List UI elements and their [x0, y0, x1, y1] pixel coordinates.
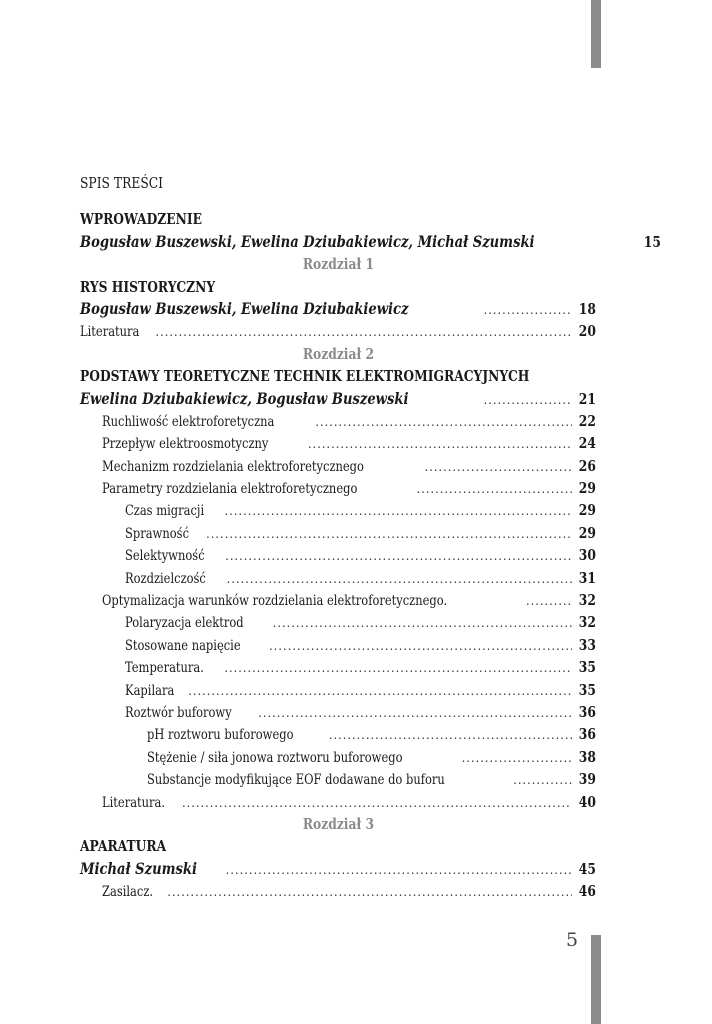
dot-leader: [329, 724, 572, 746]
toc-label: Michał Szumski: [80, 858, 197, 878]
toc-label: Roztwór buforowy: [125, 704, 232, 721]
toc-title-spacer: [80, 194, 596, 208]
toc-page-number: 36: [578, 702, 596, 721]
toc-page-number: 26: [578, 456, 596, 475]
toc-label: PODSTAWY TEORETYCZNE TECHNIK ELEKTROMIGRACYJNYCH: [80, 367, 530, 386]
toc-page-number: 32: [578, 613, 596, 632]
toc-label: RYS HISTORYCZNY: [80, 277, 216, 296]
toc-page-number: 15: [644, 232, 662, 251]
toc-entry: [80, 701, 596, 723]
toc-entry: [80, 455, 596, 477]
toc-label: APARATURA: [80, 837, 167, 856]
toc-entry: [80, 880, 596, 902]
dot-leader: [424, 456, 572, 478]
toc-label: Literatura: [80, 324, 140, 341]
toc-entry: [80, 432, 596, 454]
toc-title: [80, 172, 596, 194]
chapter-heading: [80, 343, 596, 365]
section-heading: [80, 208, 596, 230]
toc-page-number: 33: [578, 635, 596, 654]
dot-leader: [308, 433, 572, 455]
dot-leader: [224, 657, 572, 679]
toc-entry: [80, 522, 596, 544]
toc-page-number: 39: [578, 770, 596, 789]
toc-label: Rozdział 2: [302, 344, 374, 363]
toc-label: Stężenie / siła jonowa roztworu buforowego: [147, 749, 403, 766]
dot-leader: [167, 881, 572, 903]
toc-entry: [80, 410, 596, 432]
toc-label: Czas migracji: [125, 503, 205, 520]
dot-leader: [225, 545, 572, 567]
section-heading: [80, 365, 596, 387]
toc-label: Rozdział 3: [302, 814, 374, 833]
toc-page-number: 20: [578, 322, 596, 341]
dot-leader: [226, 859, 572, 881]
toc-page-number: 21: [578, 389, 596, 408]
page-number: 5: [566, 929, 579, 951]
toc-label: Literatura.: [102, 794, 166, 811]
toc-label: Bogusław Buszewski, Ewelina Dziubakiewicz, Michał Szumski: [80, 231, 535, 251]
toc-label: Substancje modyfikujące EOF dodawane do buforu: [147, 772, 445, 789]
toc-label: Bogusław Buszewski, Ewelina Dziubakiewicz: [80, 298, 409, 318]
author-line: [80, 231, 662, 253]
toc-page-number: 29: [578, 523, 596, 542]
dot-leader: [484, 389, 573, 411]
toc-page-number: 22: [578, 411, 596, 430]
toc-page-number: 32: [578, 591, 596, 610]
author-line: [80, 388, 596, 410]
toc-label: Polaryzacja elektrod: [125, 615, 244, 632]
toc-entry: [80, 656, 596, 678]
toc-label: Rozdział 1: [302, 255, 374, 274]
dot-leader: [462, 747, 573, 769]
toc-label: Ewelina Dziubakiewicz, Bogusław Buszewski: [80, 388, 409, 408]
toc-label: Stosowane napięcie: [125, 637, 241, 654]
toc-entry: [80, 589, 596, 611]
toc-label: Ruchliwość elektroforetyczna: [102, 413, 275, 430]
page-edge-bar-bottom: [591, 935, 601, 1024]
toc-label: Rozdzielczość: [125, 570, 206, 587]
toc-page-number: 30: [578, 546, 596, 565]
toc-label: Przepływ elektroosmotyczny: [102, 436, 269, 453]
author-line: [80, 858, 596, 880]
toc-page-number: 45: [578, 859, 596, 878]
dot-leader: [258, 702, 572, 724]
dot-leader: [269, 635, 572, 657]
toc-entry: [80, 567, 596, 589]
toc-page-number: 38: [578, 747, 596, 766]
dot-leader: [416, 478, 572, 500]
toc-label: WPROWADZENIE: [80, 210, 202, 229]
toc-entry: [80, 791, 596, 813]
toc-page-number: 24: [578, 434, 596, 453]
toc-page-number: 35: [578, 680, 596, 699]
toc-page-number: 36: [578, 725, 596, 744]
table-of-contents: [80, 172, 662, 903]
dot-leader: [526, 590, 572, 612]
dot-leader: [315, 411, 572, 433]
dot-leader: [227, 568, 573, 590]
toc-entry: [80, 611, 596, 633]
toc-entry: [80, 746, 596, 768]
dot-leader: [484, 299, 573, 321]
toc-label: Parametry rozdzielania elektroforetycznego: [102, 481, 358, 498]
toc-page-number: 29: [578, 501, 596, 520]
toc-label: Zasilacz.: [102, 884, 154, 901]
toc-page-number: 29: [578, 479, 596, 498]
chapter-heading: [80, 813, 596, 835]
toc-label: pH roztworu buforowego: [147, 727, 294, 744]
toc-entry: [80, 544, 596, 566]
toc-entry: [80, 679, 596, 701]
toc-entry: [80, 320, 596, 342]
toc-label: Selektywność: [125, 548, 205, 565]
toc-label: Optymalizacja warunków rozdzielania elektroforetycznego.: [102, 593, 448, 610]
section-heading: [80, 835, 596, 857]
toc-page-number: 46: [578, 882, 596, 901]
toc-label: Kapilara: [125, 682, 175, 699]
toc-entry: [80, 768, 596, 790]
dot-leader: [513, 769, 572, 791]
chapter-heading: [80, 253, 596, 275]
page-edge-bar-top: [591, 0, 601, 68]
dot-leader: [182, 792, 572, 814]
toc-page-number: 18: [578, 299, 596, 318]
toc-page-number: 40: [578, 792, 596, 811]
dot-leader: [224, 500, 572, 522]
toc-page-number: 35: [578, 658, 596, 677]
toc-title-text: SPIS TREŚCI: [80, 174, 164, 192]
toc-entry: [80, 723, 596, 745]
section-heading: [80, 276, 596, 298]
toc-label: Mechanizm rozdzielania elektroforetycznego: [102, 458, 364, 475]
toc-label: Temperatura.: [125, 660, 204, 677]
dot-leader: [273, 612, 572, 634]
dot-leader: [188, 680, 572, 702]
dot-leader: [206, 523, 572, 545]
dot-leader: [155, 321, 572, 343]
author-line: [80, 298, 596, 320]
toc-entries: [80, 208, 662, 902]
toc-entry: [80, 499, 596, 521]
toc-label: Sprawność: [125, 525, 189, 542]
toc-page-number: 31: [578, 568, 596, 587]
toc-entry: [80, 477, 596, 499]
toc-entry: [80, 634, 596, 656]
